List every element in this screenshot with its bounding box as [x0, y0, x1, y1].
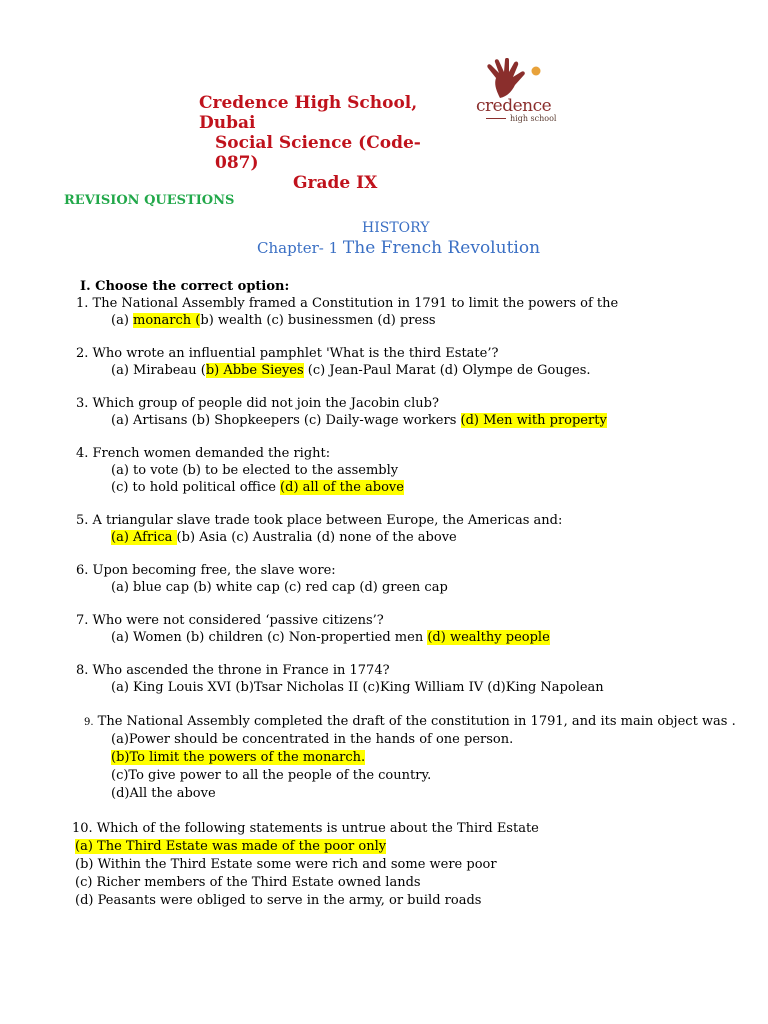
option-text: (c)To give power to all the people of the country.: [111, 768, 432, 783]
question-10-option: [75, 892, 481, 909]
option-text: (c) Jean-Paul Marat (d) Olympe de Gouges.: [303, 363, 591, 378]
chapter-prefix: Chapter- 1: [257, 239, 339, 257]
question-2: 2. Who wrote an influential pamphlet 'What is the third Estate’?: [76, 346, 499, 361]
question-1: 1. The National Assembly framed a Constitution in 1791 to limit the powers of the: [76, 296, 619, 311]
option-text: (a): [111, 313, 134, 328]
question-3: 3. Which group of people did not join the Jacobin club?: [76, 396, 439, 411]
question-9-option: [111, 767, 431, 784]
hand-logo-icon: [474, 58, 554, 100]
school-line-2: Dubai: [199, 113, 256, 133]
question-4-options: [111, 479, 404, 496]
question-6-options: [111, 579, 448, 596]
question-8: 8. Who ascended the throne in France in 1774?: [76, 663, 390, 678]
highlighted-answer: (a) The Third Estate was made of the poor only: [75, 839, 387, 854]
school-line-1: Credence High School,: [199, 93, 418, 113]
option-text: (c) Richer members of the Third Estate owned lands: [75, 875, 421, 890]
revision-title: REVISION QUESTIONS: [64, 193, 235, 208]
question-10-option: [75, 856, 497, 873]
school-name: [199, 93, 417, 133]
logo-sub: high school: [510, 114, 557, 123]
question-9-number: 9.: [84, 717, 94, 728]
question-9-text: The National Assembly completed the draft of the constitution in 1791, and its main object was .: [93, 714, 736, 729]
option-text: (d)All the above: [111, 786, 216, 801]
subject-line-1: Social Science (Code-: [215, 133, 421, 153]
option-text: (c) to hold political office: [111, 480, 281, 495]
question-4-options: [111, 462, 398, 479]
highlighted-answer: (d) wealthy people: [427, 630, 550, 645]
question-8-options: [111, 679, 604, 696]
question-5: 5. A triangular slave trade took place between Europe, the Americas and:: [76, 513, 563, 528]
question-1-options: [111, 312, 436, 329]
question-9-option: [111, 785, 216, 802]
question-2-options: [111, 362, 591, 379]
option-text: b) wealth (c) businessmen (d) press: [200, 313, 436, 328]
question-10-option: [75, 874, 421, 891]
question-5-options: [111, 529, 457, 546]
question-4: 4. French women demanded the right:: [76, 446, 331, 461]
highlighted-answer: (d) all of the above: [280, 480, 404, 495]
option-text: (a) to vote (b) to be elected to the assembly: [111, 463, 399, 478]
option-text: (a) Artisans (b) Shopkeepers (c) Daily-wage workers: [111, 413, 461, 428]
subject-title: [215, 133, 421, 173]
grade-title: Grade IX: [293, 173, 378, 193]
subject-line-2: 087): [215, 153, 259, 173]
question-7-options: [111, 629, 550, 646]
question-10: 10. Which of the following statements is untrue about the Third Estate: [72, 821, 539, 836]
part-heading: I. Choose the correct option:: [80, 279, 290, 294]
question-6: 6. Upon becoming free, the slave wore:: [76, 563, 336, 578]
option-text: (a)Power should be concentrated in the hands of one person.: [111, 732, 514, 747]
option-text: (a) King Louis XVI (b)Tsar Nicholas II (c)King William IV (d)King Napolean: [111, 680, 604, 695]
question-10-option: [75, 838, 386, 855]
highlighted-answer: (b)To limit the powers of the monarch.: [111, 750, 366, 765]
logo-word: credence: [476, 96, 552, 116]
option-text: (a) Women (b) children (c) Non-propertied men: [111, 630, 428, 645]
highlighted-answer: monarch (: [133, 313, 201, 328]
question-9: [84, 713, 736, 731]
section-title: HISTORY: [362, 220, 430, 236]
option-text: (b) Asia (c) Australia (d) none of the above: [176, 530, 457, 545]
option-text: (d) Peasants were obliged to serve in the army, or build roads: [75, 893, 482, 908]
option-text: (a) blue cap (b) white cap (c) red cap (d) green cap: [111, 580, 448, 595]
question-9-option: [111, 731, 513, 748]
option-text: (a) Mirabeau (: [111, 363, 206, 378]
highlighted-answer: (d) Men with property: [460, 413, 607, 428]
question-7: 7. Who were not considered ‘passive citizens’?: [76, 613, 384, 628]
highlighted-answer: (a) Africa: [111, 530, 177, 545]
logo-divider: [486, 118, 506, 119]
school-logo: [474, 58, 557, 130]
question-3-options: [111, 412, 607, 429]
chapter-title: [257, 238, 540, 258]
option-text: (b) Within the Third Estate some were rich and some were poor: [75, 857, 497, 872]
chapter-name: The French Revolution: [342, 238, 541, 258]
highlighted-answer: b) Abbe Sieyes: [205, 363, 304, 378]
question-9-option: [111, 749, 365, 766]
